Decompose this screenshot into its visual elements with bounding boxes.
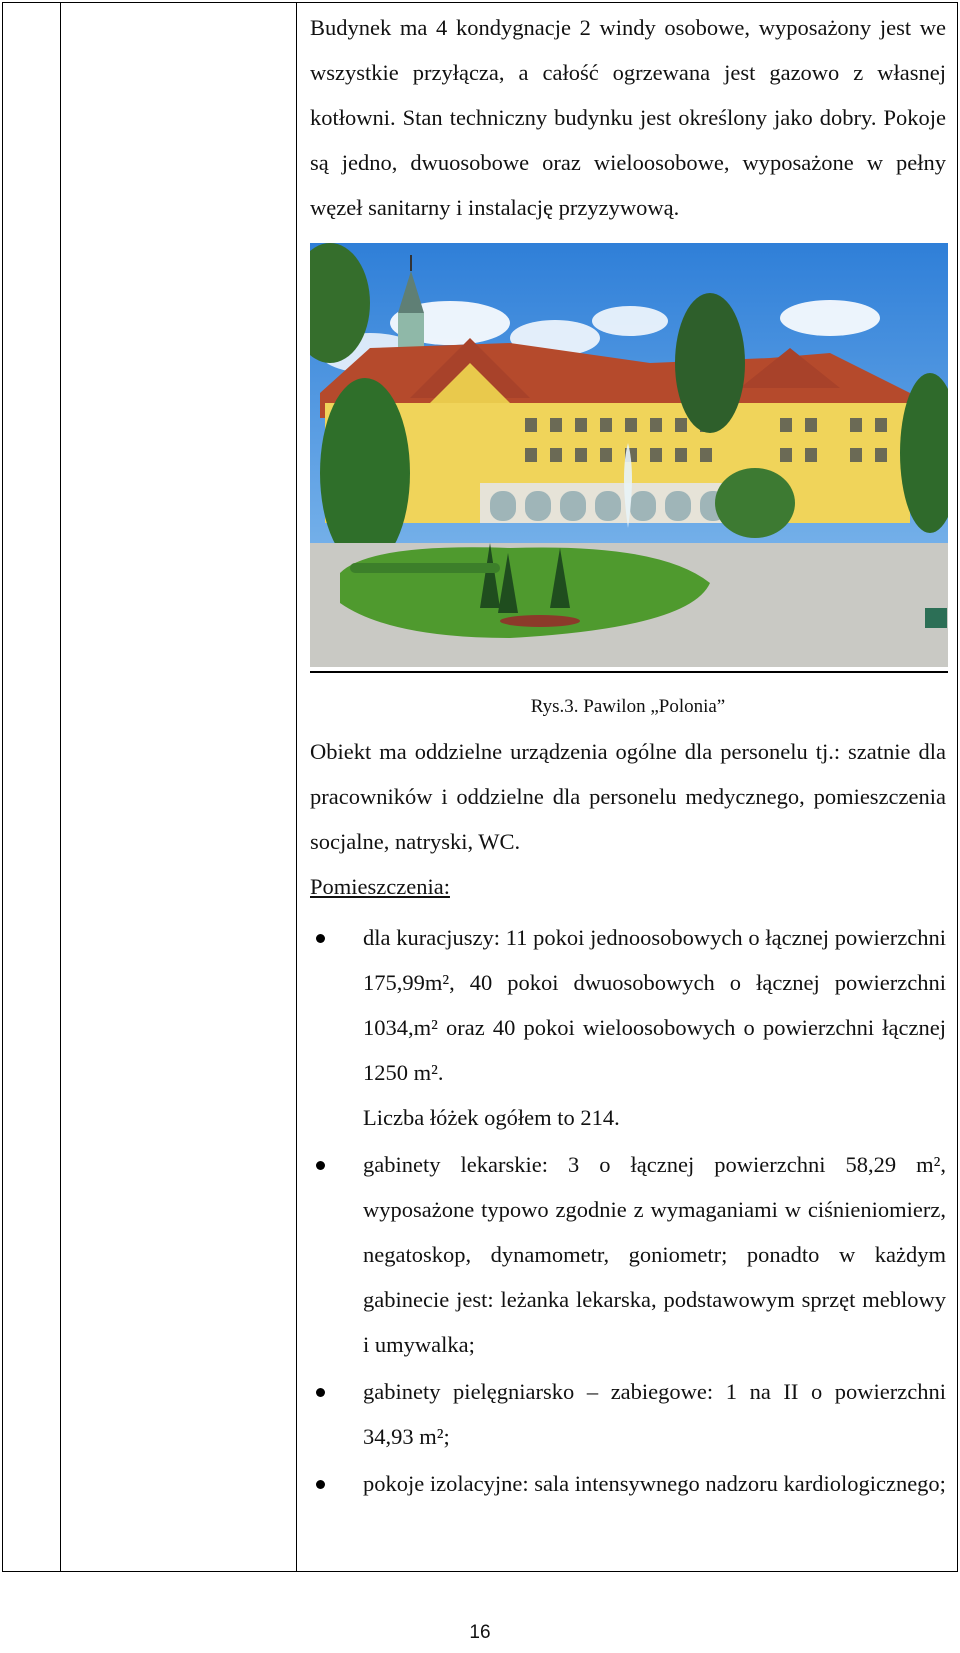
content-cell [310,3,946,1508]
column-divider [60,3,61,1571]
list-item-text: dla kuracjuszy: 11 pokoi jednoosobowych o łącznej powierzchni 175,99m², 40 pokoi dwuosobowych o łącznej powierzchni 1034,m² oraz 40 pokoi wieloosobowych o powierzchni łącznej 1250 m². [363,925,946,1085]
bullet-icon [316,1480,325,1489]
list-item-text: gabinety lekarskie: 3 o łącznej powierzchni 58,29 m², wyposażone typowo zgodnie z wymaganiami w ciśnieniomierz, negatoskop, dynamometr, goniometr; ponadto w każdym gabinecie jest: leżanka lekarska, podstawowym sprzęt meblowy i umywalka; [363,1152,946,1357]
page-number: 16 [469,1622,491,1643]
list-item [310,1369,946,1459]
staff-facilities-paragraph: Obiekt ma oddzielne urządzenia ogólne dla personelu tj.: szatnie dla pracowników i oddzielne dla personelu medycznego, pomieszczenia socjalne, natryski, WC. [310,739,946,854]
image-underline [310,671,948,673]
column-divider [296,3,297,1571]
pavilion-photo [310,243,948,667]
bullet-icon [316,934,325,943]
list-item [310,1142,946,1367]
list-item [310,915,946,1140]
bullet-icon [316,1388,325,1397]
list-item-note: Liczba łóżek ogółem to 214. [363,1105,620,1130]
list-item [310,1461,946,1506]
list-item-text: gabinety pielęgniarsko – zabiegowe: 1 na II o powierzchni 34,93 m²; [363,1379,946,1449]
intro-paragraph: Budynek ma 4 kondygnacje 2 windy osobowe, wyposażony jest we wszystkie przyłącza, a całość ogrzewana jest gazowo z własnej kotłowni. Stan techniczny budynku jest określony jako dobry. Pokoje są jedno, dwuosobowe oraz wieloosobowe, wyposażone w pełny węzeł sanitarny i instalację przyzywową. [310,15,946,220]
figure-caption: Rys.3. Pawilon „Polonia” [530,696,726,717]
rooms-list [310,915,946,1506]
rooms-heading: Pomieszczenia: [310,874,450,899]
document-table-frame [2,2,958,1572]
bullet-icon [316,1161,325,1170]
list-item-text: pokoje izolacyjne: sala intensywnego nadzoru kardiologicznego; [363,1471,946,1496]
